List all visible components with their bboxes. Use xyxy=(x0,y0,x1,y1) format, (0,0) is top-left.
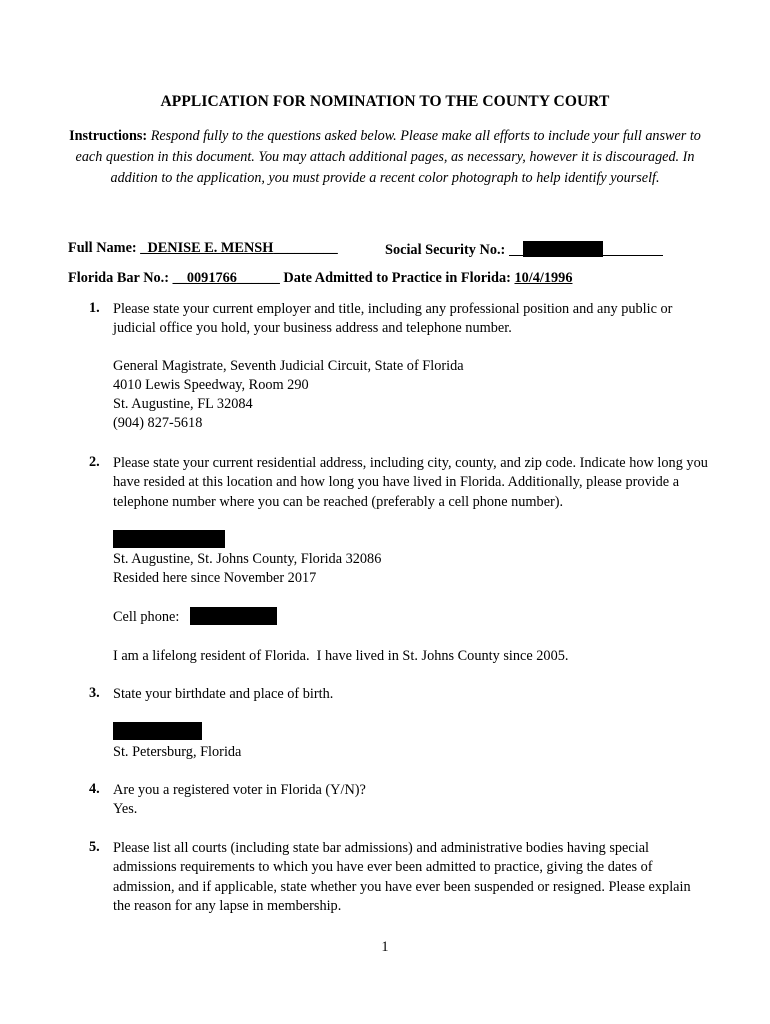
ssn-redaction xyxy=(523,241,603,257)
full-name-label: Full Name: xyxy=(68,240,137,256)
ssn-blank-left xyxy=(509,240,523,256)
answer-1-line-3: St. Augustine, FL 32084 xyxy=(113,396,253,412)
question-number: 5. xyxy=(89,839,100,855)
question-text: Please list all courts (including state bar admissions) and administrative bodies having special admissions requirements to which you have ever been admitted to practice, giving the dates of admission, and if applicable, state whether you have ever been suspended or resigned. Please explain the reason for any lapse in membership. xyxy=(113,840,691,914)
answer-1-line-2: 4010 Lewis Speedway, Room 290 xyxy=(113,377,309,393)
instructions-paragraph xyxy=(62,126,708,189)
ssn-line xyxy=(385,240,663,259)
document-title: APPLICATION FOR NOMINATION TO THE COUNTY COURT xyxy=(160,93,610,110)
question-text: State your birthdate and place of birth. xyxy=(113,686,334,702)
date-admitted-label: Date Admitted to Practice in Florida: xyxy=(283,270,511,286)
birthdate-redaction xyxy=(113,722,202,740)
street-address-redaction xyxy=(113,530,225,548)
question-number: 2. xyxy=(89,454,100,470)
question-text: Are you a registered voter in Florida (Y/N)? xyxy=(113,782,366,798)
question-4 xyxy=(89,781,709,800)
instructions-label: Instructions: xyxy=(69,128,148,144)
question-number: 3. xyxy=(89,685,100,701)
bar-number-line xyxy=(68,270,572,287)
residency-statement: I am a lifelong resident of Florida. I have lived in St. Johns County since 2005. xyxy=(113,648,569,664)
answer-1-line-1: General Magistrate, Seventh Judicial Circuit, State of Florida xyxy=(113,358,464,374)
answer-1-line-4: (904) 827-5618 xyxy=(113,415,203,431)
full-name-line xyxy=(68,240,338,257)
ssn-label: Social Security No.: xyxy=(385,242,506,258)
answer-2-line-2: Resided here since November 2017 xyxy=(113,570,317,586)
full-name-value: _DENISE E. MENSH_________ xyxy=(140,240,338,256)
answer-4: Yes. xyxy=(113,801,138,817)
ssn-blank-right xyxy=(603,240,663,256)
answer-3: St. Petersburg, Florida xyxy=(113,744,242,760)
bar-number-value: __0091766______ xyxy=(172,270,280,286)
question-number: 1. xyxy=(89,300,100,316)
question-5 xyxy=(89,839,709,916)
answer-2-line-1: St. Augustine, St. Johns County, Florida 32086 xyxy=(113,551,382,567)
question-1 xyxy=(89,300,709,339)
page-number: 1 xyxy=(381,939,389,955)
date-admitted-value: 10/4/1996 xyxy=(514,270,573,286)
question-2 xyxy=(89,454,709,512)
cell-phone-label: Cell phone: xyxy=(113,609,180,625)
cell-phone-redaction xyxy=(190,607,277,625)
question-number: 4. xyxy=(89,781,100,797)
bar-number-label: Florida Bar No.: xyxy=(68,270,169,286)
question-text: Please state your current residential address, including city, county, and zip code. Indicate how long you have resided at this location and how long you have lived in Florida. Additionally, please provide a telephone number where you can be reached (preferably a cell phone number). xyxy=(113,455,708,510)
question-3 xyxy=(89,685,709,704)
question-text: Please state your current employer and title, including any professional position and any public or judicial office you hold, your business address and telephone number. xyxy=(113,301,673,337)
instructions-text: Respond fully to the questions asked below. Please make all efforts to include your full answer to each question in this document. You may attach additional pages, as necessary, however it is discouraged. In addition to the application, you must provide a recent color photograph to help identify yourself. xyxy=(75,128,701,186)
